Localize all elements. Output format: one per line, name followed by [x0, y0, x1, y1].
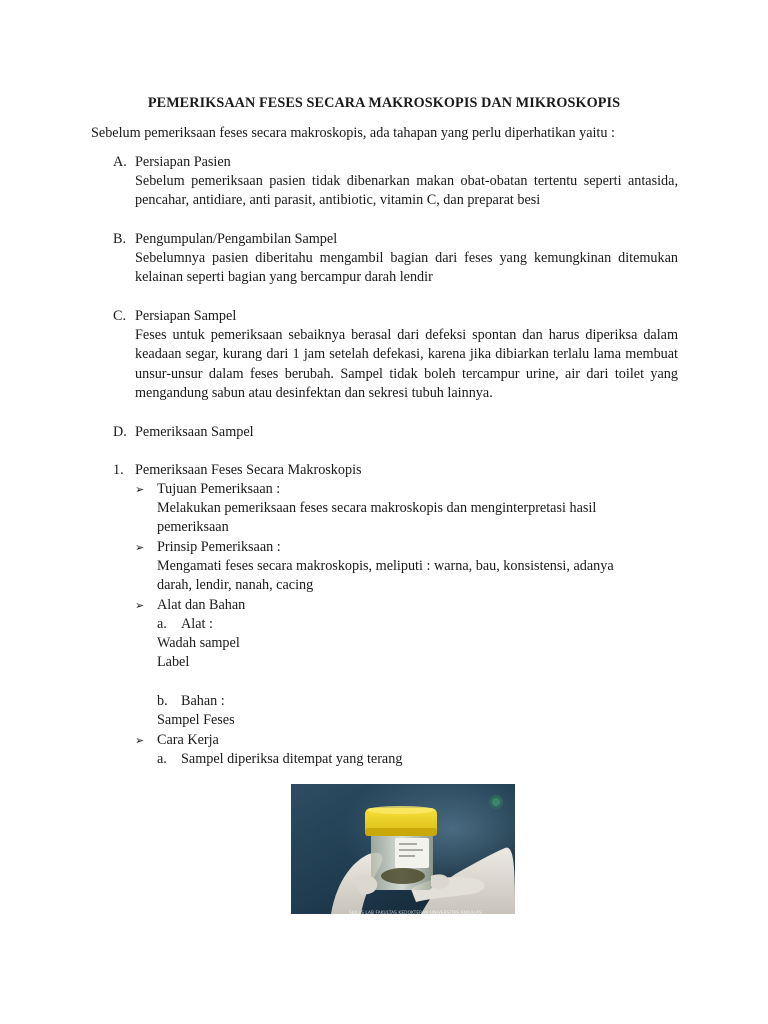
section-marker: B.: [113, 231, 127, 247]
bullet-heading: Prinsip Pemeriksaan :: [157, 539, 281, 555]
section-d: [113, 423, 678, 442]
section-body: Feses untuk pemeriksaan sebaiknya berasal dari defeksi spontan dan harus diperiksa dalam keadaan segar, kurang dari 1 jam setelah defekasi, karena jika dibiarkan terlalu lama membuat unsur-unsur dalam feses berubah. Sampel tidak boleh tercampur urine, air dari toilet yang mengandung sabun atau desinfektan dan sekresi tubuh lainnya.: [135, 327, 678, 401]
arrow-bullet-icon: ➢: [135, 483, 145, 496]
bullet-body: Melakukan pemeriksaan feses secara makroskopis dan menginterpretasi hasil pemeriksaan: [157, 500, 597, 536]
section-marker: 1.: [113, 462, 124, 478]
alat-item: Label: [157, 654, 190, 670]
step-text: Sampel diperiksa ditempat yang terang: [181, 751, 403, 767]
bullet-cara-kerja: [135, 731, 678, 750]
section-a: [113, 153, 678, 211]
arrow-bullet-icon: ➢: [135, 734, 145, 747]
sub-label: Alat :: [181, 616, 213, 632]
alat-subheading: [157, 615, 677, 634]
section-b: [113, 230, 678, 288]
section-heading: Persiapan Sampel: [135, 308, 237, 324]
sub-letter: a.: [157, 751, 167, 767]
section-marker: C.: [113, 308, 127, 324]
bullet-heading: Cara Kerja: [157, 732, 219, 748]
arrow-bullet-icon: ➢: [135, 599, 145, 612]
bullet-body: Mengamati feses secara makroskopis, meliputi : warna, bau, konsistensi, adanya darah, lendir, nanah, cacing: [157, 558, 614, 594]
intro-paragraph: Sebelum pemeriksaan feses secara makroskopis, ada tahapan yang perlu diperhatikan yaitu :: [91, 125, 615, 141]
bahan-item: Sampel Feses: [157, 712, 235, 728]
sample-container-photo: [291, 784, 515, 914]
sample-container-illustration: [291, 784, 515, 914]
section-marker: D.: [113, 424, 127, 440]
page-title: PEMERIKSAAN FESES SECARA MAKROSKOPIS DAN MIKROSKOPIS: [147, 95, 621, 111]
bullet-alat-bahan: [135, 596, 678, 615]
bullet-heading: Tujuan Pemeriksaan :: [157, 481, 281, 497]
cara-kerja-step: [157, 750, 677, 769]
section-heading: Pemeriksaan Sampel: [135, 424, 254, 440]
bahan-subheading: [157, 692, 677, 711]
bullet-prinsip: [135, 538, 678, 596]
photo-watermark: SKILLS LAB FAKULTAS KEDOKTERAN UNIVERSITAS ANDALAS: [349, 911, 482, 914]
section-heading: Pemeriksaan Feses Secara Makroskopis: [135, 462, 362, 478]
sub-letter: b.: [157, 693, 168, 709]
section-body: Sebelum pemeriksaan pasien tidak dibenarkan makan obat-obatan tertentu seperti antasida, pencahar, antidiare, anti parasit, antibiotic, vitamin C, dan preparat besi: [135, 173, 678, 209]
alat-item: Wadah sampel: [157, 635, 240, 651]
sub-label: Bahan :: [181, 693, 225, 709]
section-heading: Pengumpulan/Pengambilan Sampel: [135, 231, 338, 247]
section-heading: Persiapan Pasien: [135, 154, 231, 170]
section-1: [113, 461, 678, 480]
section-marker: A.: [113, 154, 127, 170]
arrow-bullet-icon: ➢: [135, 541, 145, 554]
bullet-heading: Alat dan Bahan: [157, 597, 246, 613]
section-body: Sebelumnya pasien diberitahu mengambil bagian dari feses yang kemungkinan ditemukan kelainan seperti bagian yang bercampur darah lendir: [135, 250, 678, 286]
sub-letter: a.: [157, 616, 167, 632]
section-c: [113, 307, 678, 403]
bullet-tujuan: [135, 480, 678, 538]
